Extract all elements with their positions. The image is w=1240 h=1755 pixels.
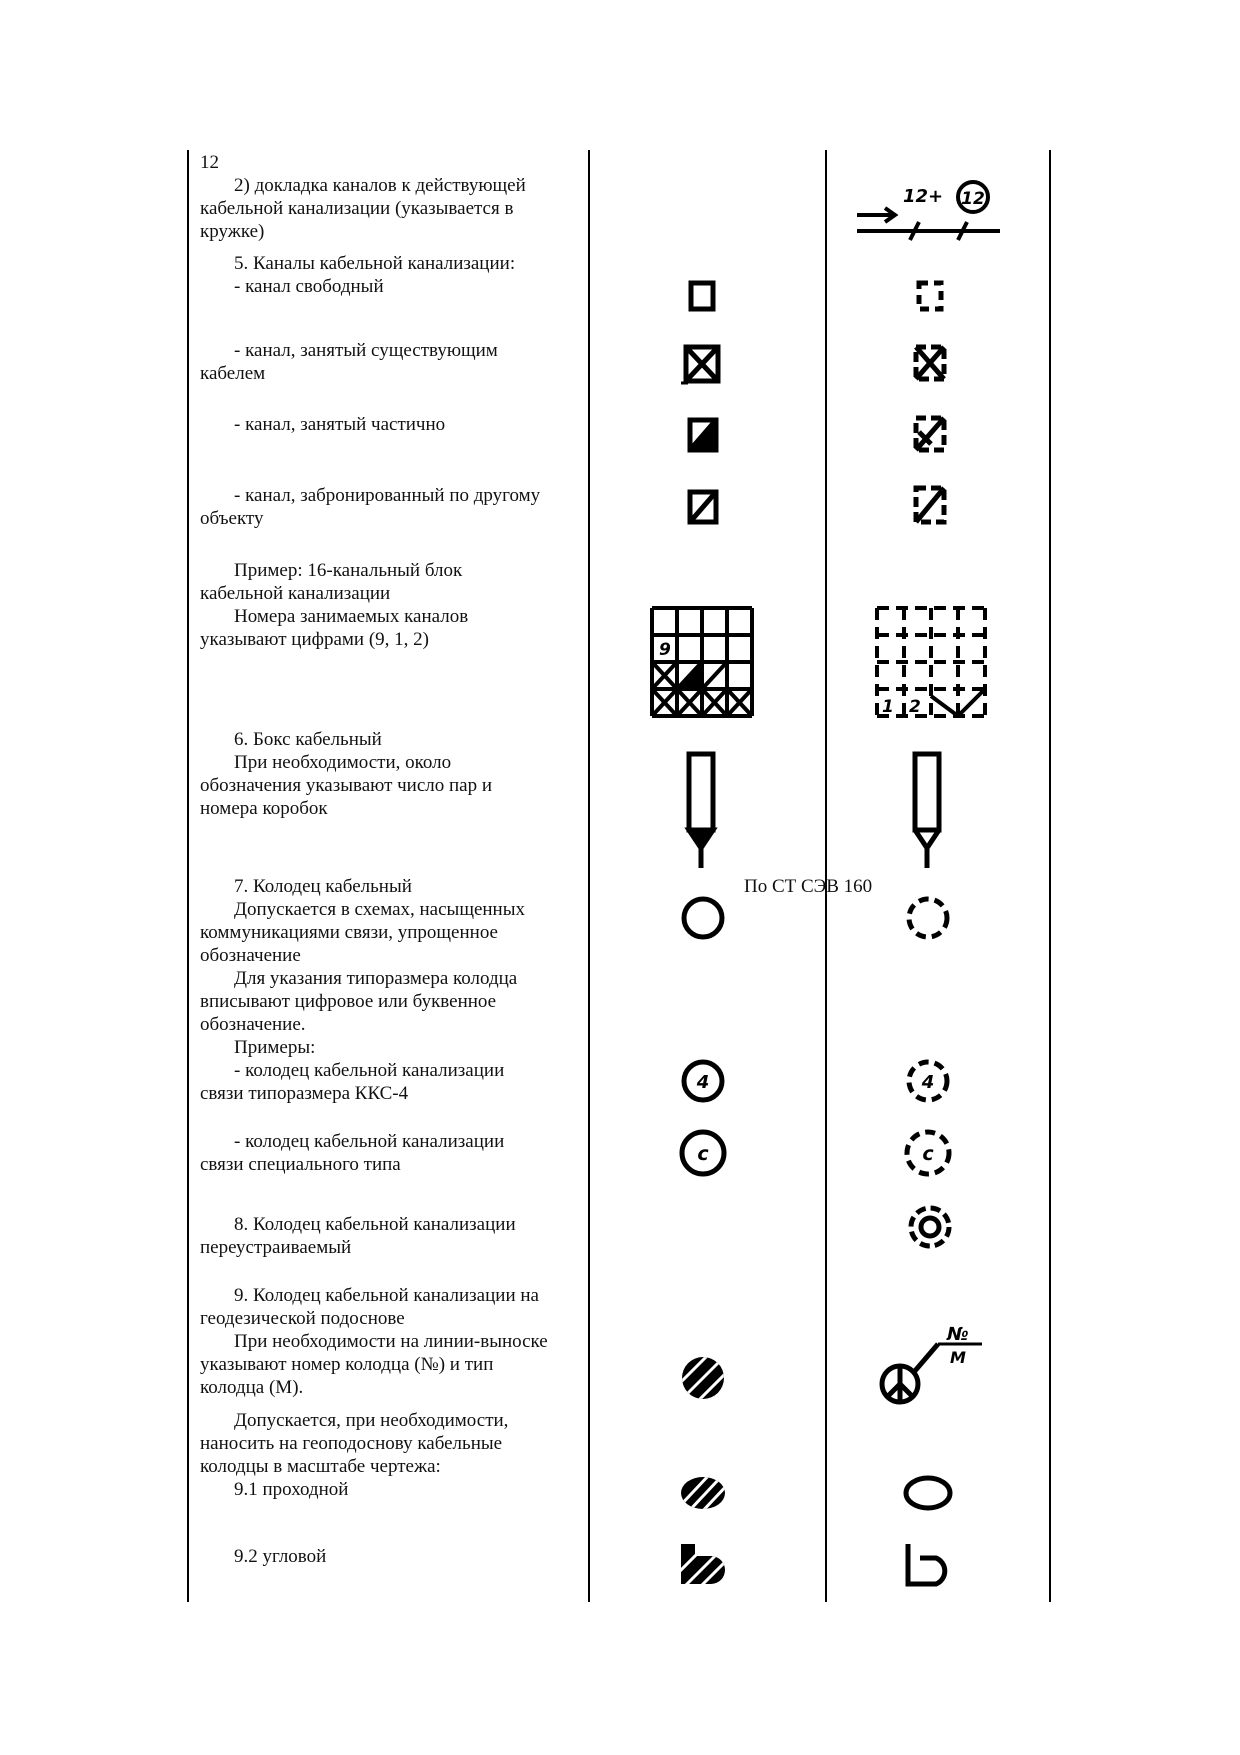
table-border-column-1 — [588, 150, 590, 1602]
symbol-well-special-existing — [678, 1128, 728, 1178]
text-addition-line-1: 2) докладка каналов к действующей — [234, 175, 526, 196]
label-geodetic-number: № — [947, 1324, 969, 1345]
label-addition-circled: 12 — [961, 189, 985, 209]
text-special-line-1: - колодец кабельной канализации — [234, 1131, 505, 1152]
text-geodetic-line-4: указывают номер колодца (№) и тип — [200, 1354, 494, 1375]
table-border-right — [1049, 150, 1051, 1602]
symbol-channel-occupied-existing — [680, 343, 726, 387]
text-channel-reserved-line-2: объекту — [200, 508, 264, 529]
text-channel-occupied-line-1: - канал, занятый существующим — [234, 340, 498, 361]
symbol-well-geodetic-existing — [679, 1354, 727, 1402]
text-addition-line-2: кабельной канализации (указывается в — [200, 198, 514, 219]
symbol-well-corner-existing — [677, 1540, 729, 1588]
text-channel-free: - канал свободный — [234, 276, 384, 297]
text-well-reference: По СТ СЭВ 160 — [744, 876, 873, 897]
text-well-line-3: коммуникациями связи, упрощенное — [200, 922, 498, 943]
text-block-line-4: указывают цифрами (9, 1, 2) — [200, 629, 429, 650]
text-block-line-3: Номера занимаемых каналов — [234, 606, 469, 627]
text-channels-heading: 5. Каналы кабельной канализации: — [234, 253, 516, 274]
label-well-4-projected: 4 — [921, 1072, 935, 1093]
text-scale-line-3: колодцы в масштабе чертежа: — [200, 1456, 441, 1477]
label-geodetic-type: М — [950, 1348, 966, 1367]
text-geodetic-line-1: 9. Колодец кабельной канализации на — [234, 1285, 539, 1306]
text-well-line-6: вписывают цифровое или буквенное — [200, 991, 497, 1012]
text-geodetic-line-2: геодезической подоснове — [200, 1308, 405, 1329]
symbol-block-projected — [873, 604, 989, 720]
symbol-block-existing — [648, 604, 756, 720]
symbol-channel-partial-projected — [911, 414, 951, 456]
text-scale-line-2: наносить на геоподоснову кабельные — [200, 1433, 503, 1454]
symbol-cable-box-existing — [680, 750, 724, 872]
text-channel-occupied-line-2: кабелем — [200, 363, 266, 384]
label-block-9: 9 — [659, 640, 671, 660]
table-border-left — [187, 150, 189, 1602]
symbol-well-projected — [905, 895, 951, 941]
symbol-well-pass-existing — [677, 1473, 729, 1513]
label-addition-plain: 12+ — [903, 186, 944, 207]
label-well-c-projected: с — [922, 1143, 934, 1165]
text-rebuilt-line-2: переустраиваемый — [200, 1237, 352, 1258]
text-well-line-4: обозначение — [200, 945, 301, 966]
text-well-line-8: Примеры: — [234, 1037, 316, 1058]
symbol-well-kks4-projected — [905, 1058, 951, 1104]
symbol-well-existing — [680, 895, 726, 941]
text-block-line-2: кабельной канализации — [200, 583, 391, 604]
label-well-c-existing: с — [697, 1143, 709, 1165]
text-channel-reserved-line-1: - канал, забронированный по другому — [234, 485, 541, 506]
symbol-channel-reserved-projected — [911, 484, 951, 528]
text-rebuilt-line-1: 8. Колодец кабельной канализации — [234, 1214, 516, 1235]
symbol-channel-free-projected — [916, 280, 946, 314]
text-scale-corner: 9.2 угловой — [234, 1546, 327, 1567]
text-special-line-2: связи специального типа — [200, 1154, 401, 1175]
symbol-well-kks4-existing — [680, 1058, 726, 1104]
text-geodetic-line-3: При необходимости на линии-выноске — [234, 1331, 548, 1352]
symbol-well-rebuilt — [907, 1204, 953, 1250]
label-well-4-existing: 4 — [696, 1072, 710, 1093]
text-box-line-1: 6. Бокс кабельный — [234, 729, 382, 750]
text-well-line-1: 7. Колодец кабельный — [234, 876, 412, 897]
text-block-line-1: Пример: 16-канальный блок — [234, 560, 463, 581]
symbol-well-corner-projected — [902, 1540, 954, 1588]
text-well-line-9: - колодец кабельной канализации — [234, 1060, 505, 1081]
symbol-cable-box-projected — [906, 750, 950, 872]
text-box-line-3: обозначения указывают число пар и — [200, 775, 493, 796]
text-scale-pass: 9.1 проходной — [234, 1479, 349, 1500]
label-block-2: 2 — [909, 697, 921, 717]
text-geodetic-line-5: колодца (М). — [200, 1377, 304, 1398]
text-well-line-2: Допускается в схемах, насыщенных — [234, 899, 525, 920]
label-block-1: 1 — [882, 697, 894, 717]
symbol-channel-occupied-projected — [911, 343, 951, 385]
symbol-channel-free-existing — [688, 280, 718, 314]
symbol-well-special-projected — [903, 1128, 953, 1178]
symbol-channel-reserved-existing — [686, 488, 722, 528]
symbol-well-geodetic-projected — [876, 1318, 986, 1410]
symbol-well-pass-projected — [902, 1473, 954, 1513]
symbol-channel-partial-existing — [686, 416, 722, 456]
symbol-channel-addition — [855, 178, 1005, 246]
text-well-line-7: обозначение. — [200, 1014, 306, 1035]
text-channel-partial: - канал, занятый частично — [234, 414, 446, 435]
text-scale-line-1: Допускается, при необходимости, — [234, 1410, 509, 1431]
text-box-line-4: номера коробок — [200, 798, 328, 819]
text-well-line-10: связи типоразмера ККС-4 — [200, 1083, 409, 1104]
text-box-line-2: При необходимости, около — [234, 752, 452, 773]
text-well-line-5: Для указания типоразмера колодца — [234, 968, 518, 989]
page-number: 12 — [200, 152, 219, 173]
text-addition-line-3: кружке) — [200, 221, 265, 242]
